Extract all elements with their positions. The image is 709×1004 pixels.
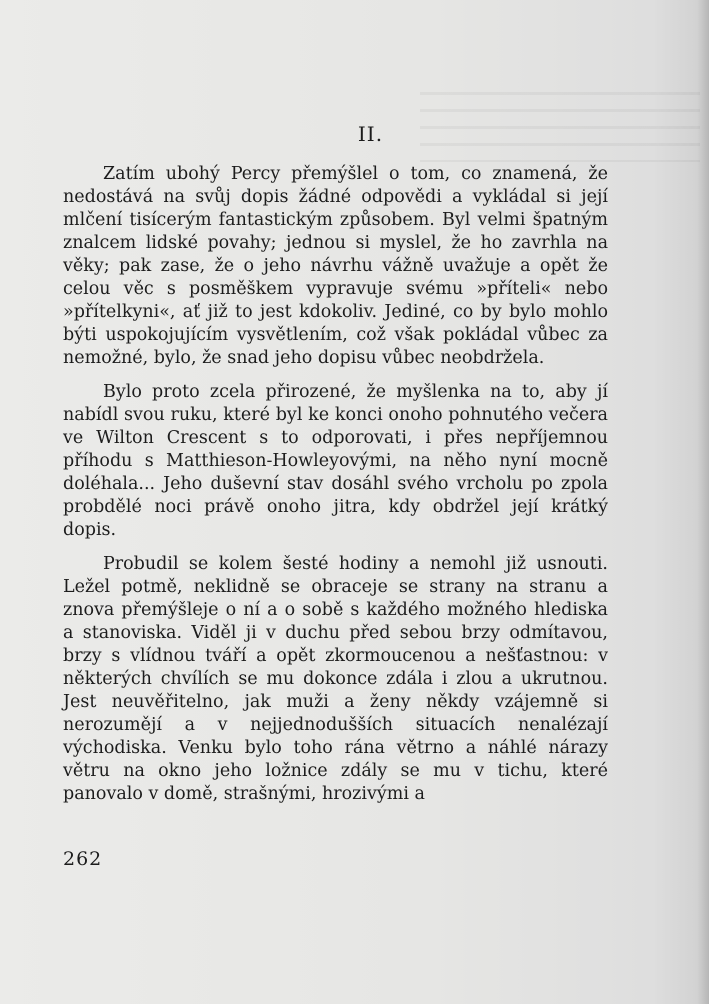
- paragraph: Probudil se kolem šesté hodiny a nemohl již usnouti. Ležel potmě, neklidně se obraceje se strany na stranu a znova přemýšleje o ní a o sobě s každého možného hlediska a stanoviska. Viděl ji v duchu před sebou brzy odmítavou, brzy s vlídnou tváří a opět zkormoucenou a nešťastnou: v některých chvílích se mu dokonce zdála i zlou a ukrutnou. Jest neuvěřitelno, jak muži a ženy někdy vzájemně si nerozumějí a v nejjednodušších situacích nenalézají východiska. Venku bylo toho rána větrno a náhlé nárazy větru na okno jeho ložnice zdály se mu v tichu, které panovalo v domě, strašnými, hrozivými a: [63, 554, 608, 804]
- body-text: [63, 163, 608, 806]
- paragraph: Zatím ubohý Percy přemýšlel o tom, co znamená, že nedostává na svůj dopis žádné odpovědi a vykládal si její mlčení tisícerým fantastickým způsobem. Byl velmi špatným znalcem lidské povahy; jednou si myslel, že ho zavrhla na věky; pak zase, že o jeho návrhu vážně uvažuje a opět že celou věc s posměškem vypravuje svému »příteli« nebo »přítelkyni«, ať již to jest kdokoliv. Jediné, co by bylo mohlo býti uspokojujícím vysvětlením, což však pokládal vůbec za nemožné, bylo, že snad jeho dopisu vůbec neobdržela.: [63, 164, 608, 368]
- chapter-heading: II.: [357, 122, 384, 146]
- page-number: 262: [63, 848, 103, 870]
- paragraph: Bylo proto zcela přirozené, že myšlenka na to, aby jí nabídl svou ruku, které byl ke konci onoho pohnutého večera ve Wilton Crescent s to odporovati, i přes nepříjemnou příhodu s Matthieson-Howleyovými, na něho nyní mocně doléhala... Jeho duševní stav dosáhl svého vrcholu po zpola probdělé noci právě onoho jitra, kdy obdržel její krátký dopis.: [63, 382, 608, 540]
- page-edge-shadow: [697, 0, 709, 1004]
